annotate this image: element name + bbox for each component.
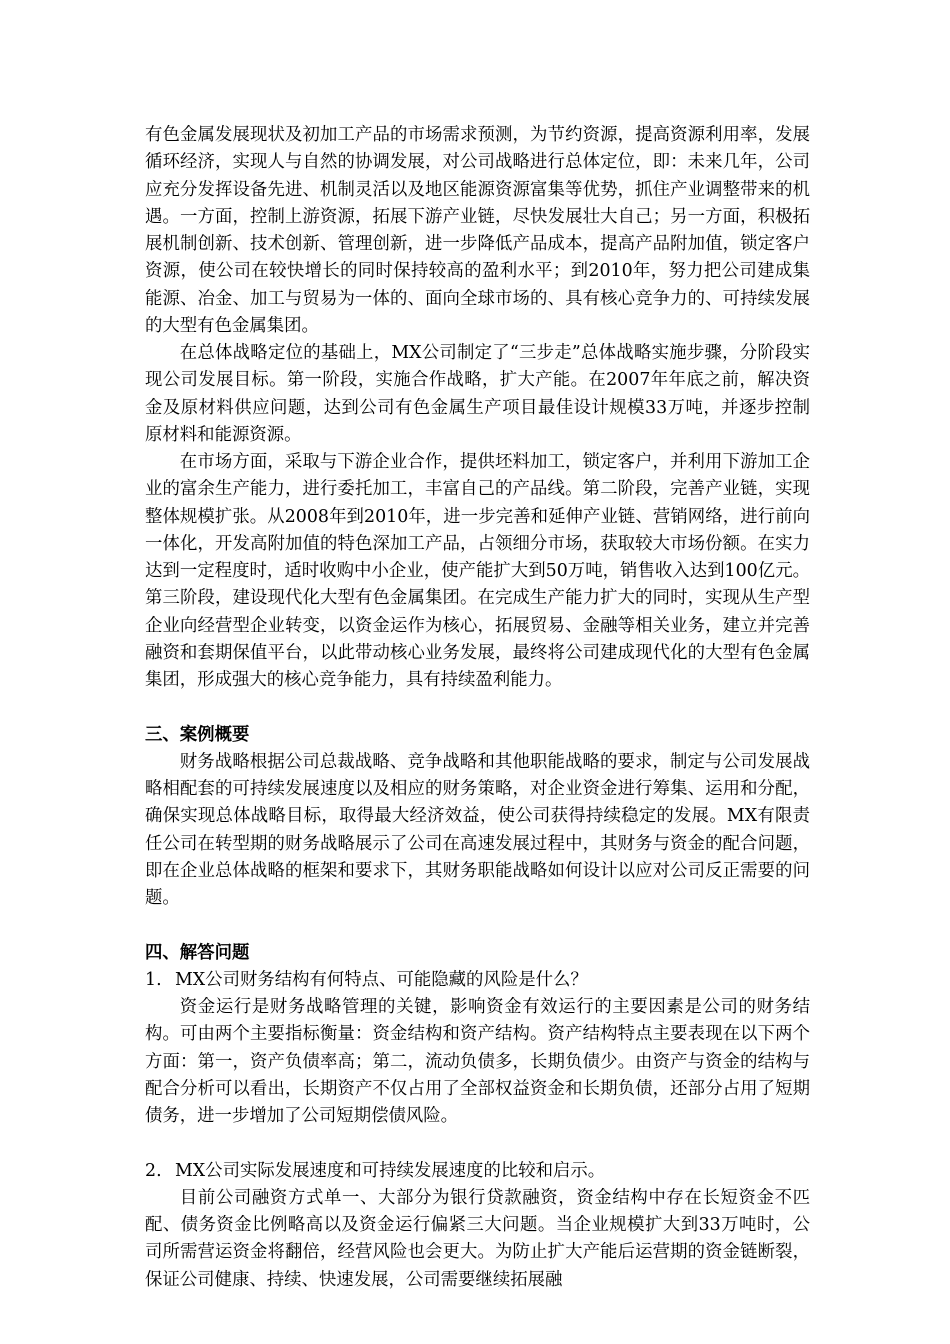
spacer (145, 912, 810, 939)
spacer (145, 1130, 810, 1157)
question-1-text: MX公司财务结构有何特点、可能隐藏的风险是什么？ (175, 969, 588, 990)
question-1-number: 1. (145, 969, 162, 990)
question-2-number: 2. (145, 1160, 162, 1181)
section3-paragraph: 财务战略根据公司总裁战略、竞争战略和其他职能战略的要求，制定与公司发展战略相配套的可持续发展速度以及相应的财务策略，对企业资金进行筹集、运用和分配，确保实现总体战略目标，取得最大经济效益，使公司获得持续稳定的发展。MX有限责任公司在转型期的财务战略展示了公司在高速发展过程中，其财务与资金的配合问题，即在企业总体战略的框架和要求下，其财务职能战略如何设计以应对公司反正需要的问题。 (145, 751, 810, 908)
question-1 (145, 967, 810, 994)
market-paragraph: 在市场方面，采取与下游企业合作，提供坯料加工，锁定客户，并利用下游加工企业的富余生产能力，进行委托加工，丰富自己的产品线。第二阶段，完善产业链，实现整体规模扩张。从2008年到2010年，进一步完善和延伸产业链、营销网络，进行前向一体化，开发高附加值的特色深加工产品，占领细分市场，获取较大市场份额。在实力达到一定程度时，适时收购中小企业，使产能扩大到50万吨，销售收入达到100亿元。第三阶段，建设现代化大型有色金属集团。在完成生产能力扩大的同时，实现从生产型企业向经营型企业转变，以资金运作为核心，拓展贸易、金融等相关业务，建立并完善融资和套期保值平台，以此带动核心业务发展，最终将公司建成现代化的大型有色金属集团，形成强大的核心竞争能力，具有持续盈利能力。 (145, 452, 810, 690)
question-2-text: MX公司实际发展速度和可持续发展速度的比较和启示。 (175, 1160, 606, 1181)
answer-1-paragraph: 资金运行是财务战略管理的关键，影响资金有效运行的主要因素是公司的财务结构。可由两个主要指标衡量：资金结构和资产结构。资产结构特点主要表现在以下两个方面：第一，资产负债率高；第二，流动负债多，长期负债少。由资产与资金的结构与配合分析可以看出，长期资产不仅占用了全部权益资金和长期负债，还部分占用了短期债务，进一步增加了公司短期偿债风险。 (145, 997, 810, 1126)
strategy-paragraph: 在总体战略定位的基础上，MX公司制定了“三步走”总体战略实施步骤，分阶段实现公司发展目标。第一阶段，实施合作战略，扩大产能。在2007年年底之前，解决资金及原材料供应问题，达到公司有色金属生产项目最佳设计规模33万吨，并逐步控制原材料和能源资源。 (145, 343, 810, 445)
spacer (145, 694, 810, 721)
section4-heading: 四、解答问题 (145, 942, 250, 963)
section3-heading: 三、案例概要 (145, 724, 250, 745)
document-page (145, 122, 810, 1294)
answer-2-paragraph: 目前公司融资方式单一、大部分为银行贷款融资，资金结构中存在长短资金不匹配、债务资金比例略高以及资金运行偏紧三大问题。当企业规模扩大到33万吨时，公司所需营运资金将翻倍，经营风险也会更大。为防止扩大产能后运营期的资金链断裂，保证公司健康、持续、快速发展，公司需要继续拓展融 (145, 1187, 810, 1290)
intro-paragraph: 有色金属发展现状及初加工产品的市场需求预测，为节约资源，提高资源利用率，发展循环经济，实现人与自然的协调发展，对公司战略进行总体定位，即：未来几年，公司应充分发挥设备先进、机制灵活以及地区能源资源富集等优势，抓住产业调整带来的机遇。一方面，控制上游资源，拓展下游产业链，尽快发展壮大自己；另一方面，积极拓展机制创新、技术创新、管理创新，进一步降低产品成本，提高产品附加值，锁定客户资源，使公司在较快增长的同时保持较高的盈利水平；到2010年，努力把公司建成集能源、冶金、加工与贸易为一体的、面向全球市场的、具有核心竞争力的、可持续发展的大型有色金属集团。 (145, 125, 810, 336)
question-2 (145, 1158, 810, 1185)
